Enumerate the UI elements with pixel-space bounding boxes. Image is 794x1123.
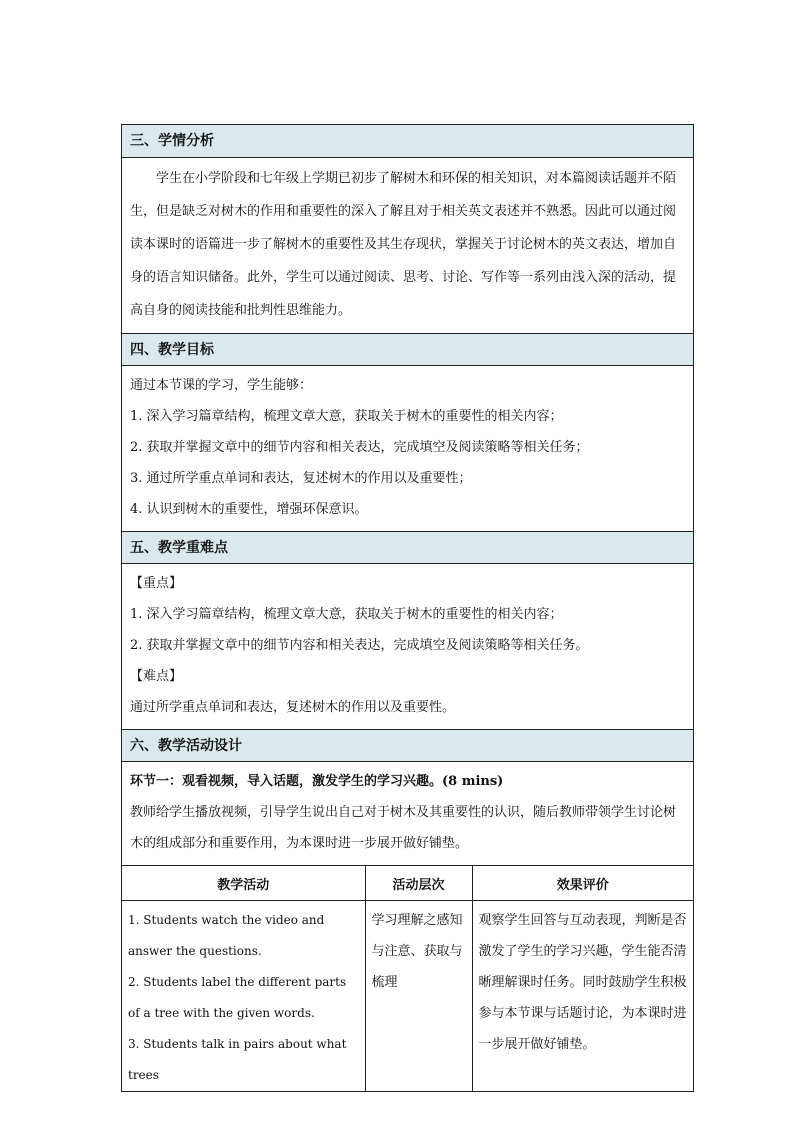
section-5-heading: 五、教学重难点 [122, 531, 693, 563]
section-5-body [122, 563, 693, 729]
learner-analysis-text: 学生在小学阶段和七年级上学期已初步了解树木和环保的相关知识，对本篇阅读话题并不陌生，但是缺乏对树木的作用和重要性的深入了解且对于相关英文表述并不熟悉。因此可以通过阅读本课时的语篇进一步了解树木的重要性及其生存现状，掌握关于讨论树木的英文表达，增加自身的语言知识储备。此外，学生可以通过阅读、思考、讨论、写作等一系列由浅入深的活动，提高自身的阅读技能和批判性思维能力。 [130, 171, 677, 318]
objective-item: 2. 获取并掌握文章中的细节内容和相关表达，完成填空及阅读策略等相关任务； [130, 440, 589, 455]
activity-cell: 1. Students watch the video and answer the questions. 2. Students label the different parts of a tree with the given words. 3. Students talk in pairs about what trees [122, 901, 365, 1092]
activity-table [122, 865, 693, 1091]
key-point-item: 2. 获取并掌握文章中的细节内容和相关表达，完成填空及阅读策略等相关任务。 [130, 638, 589, 653]
section-3-body [122, 157, 693, 333]
objectives-intro: 通过本节课的学习，学生能够： [130, 378, 313, 393]
header-activity: 教学活动 [122, 866, 365, 901]
step-title: 环节一：观看视频，导入话题，激发学生的学习兴趣。(8 mins) [130, 774, 504, 789]
evaluation-cell: 观察学生回答与互动表现，判断是否激发了学生的学习兴趣，学生能否清晰理解课时任务。同时鼓励学生积极参与本节课与话题讨论，为本课时进一步展开做好铺垫。 [472, 901, 693, 1092]
difficult-point-text: 通过所学重点单词和表达，复述树木的作用以及重要性。 [130, 700, 456, 715]
table-row [122, 901, 693, 1092]
level-cell: 学习理解之感知与注意、获取与梳理 [365, 901, 472, 1092]
header-level: 活动层次 [365, 866, 472, 901]
objective-item: 4. 认识到树木的重要性，增强环保意识。 [130, 502, 368, 517]
step-description: 教师给学生播放视频，引导学生说出自己对于树木及其重要性的认识，随后教师带领学生讨论树木的组成部分和重要作用，为本课时进一步展开做好铺垫。 [130, 805, 677, 851]
section-3-heading: 三、学情分析 [122, 125, 693, 157]
section-4-heading: 四、教学目标 [122, 333, 693, 365]
difficult-points-label: 【难点】 [130, 669, 183, 684]
section-4-body [122, 365, 693, 531]
section-6-body [122, 761, 693, 865]
key-point-item: 1. 深入学习篇章结构，梳理文章大意，获取关于树木的重要性的相关内容； [130, 607, 563, 622]
activity-table-header-row [122, 866, 693, 901]
section-6-heading: 六、教学活动设计 [122, 729, 693, 761]
key-points-label: 【重点】 [130, 576, 183, 591]
objective-item: 1. 深入学习篇章结构，梳理文章大意，获取关于树木的重要性的相关内容； [130, 409, 563, 424]
header-evaluation: 效果评价 [472, 866, 693, 901]
lesson-plan-table [121, 124, 694, 1092]
objective-item: 3. 通过所学重点单词和表达，复述树木的作用以及重要性； [130, 471, 472, 486]
